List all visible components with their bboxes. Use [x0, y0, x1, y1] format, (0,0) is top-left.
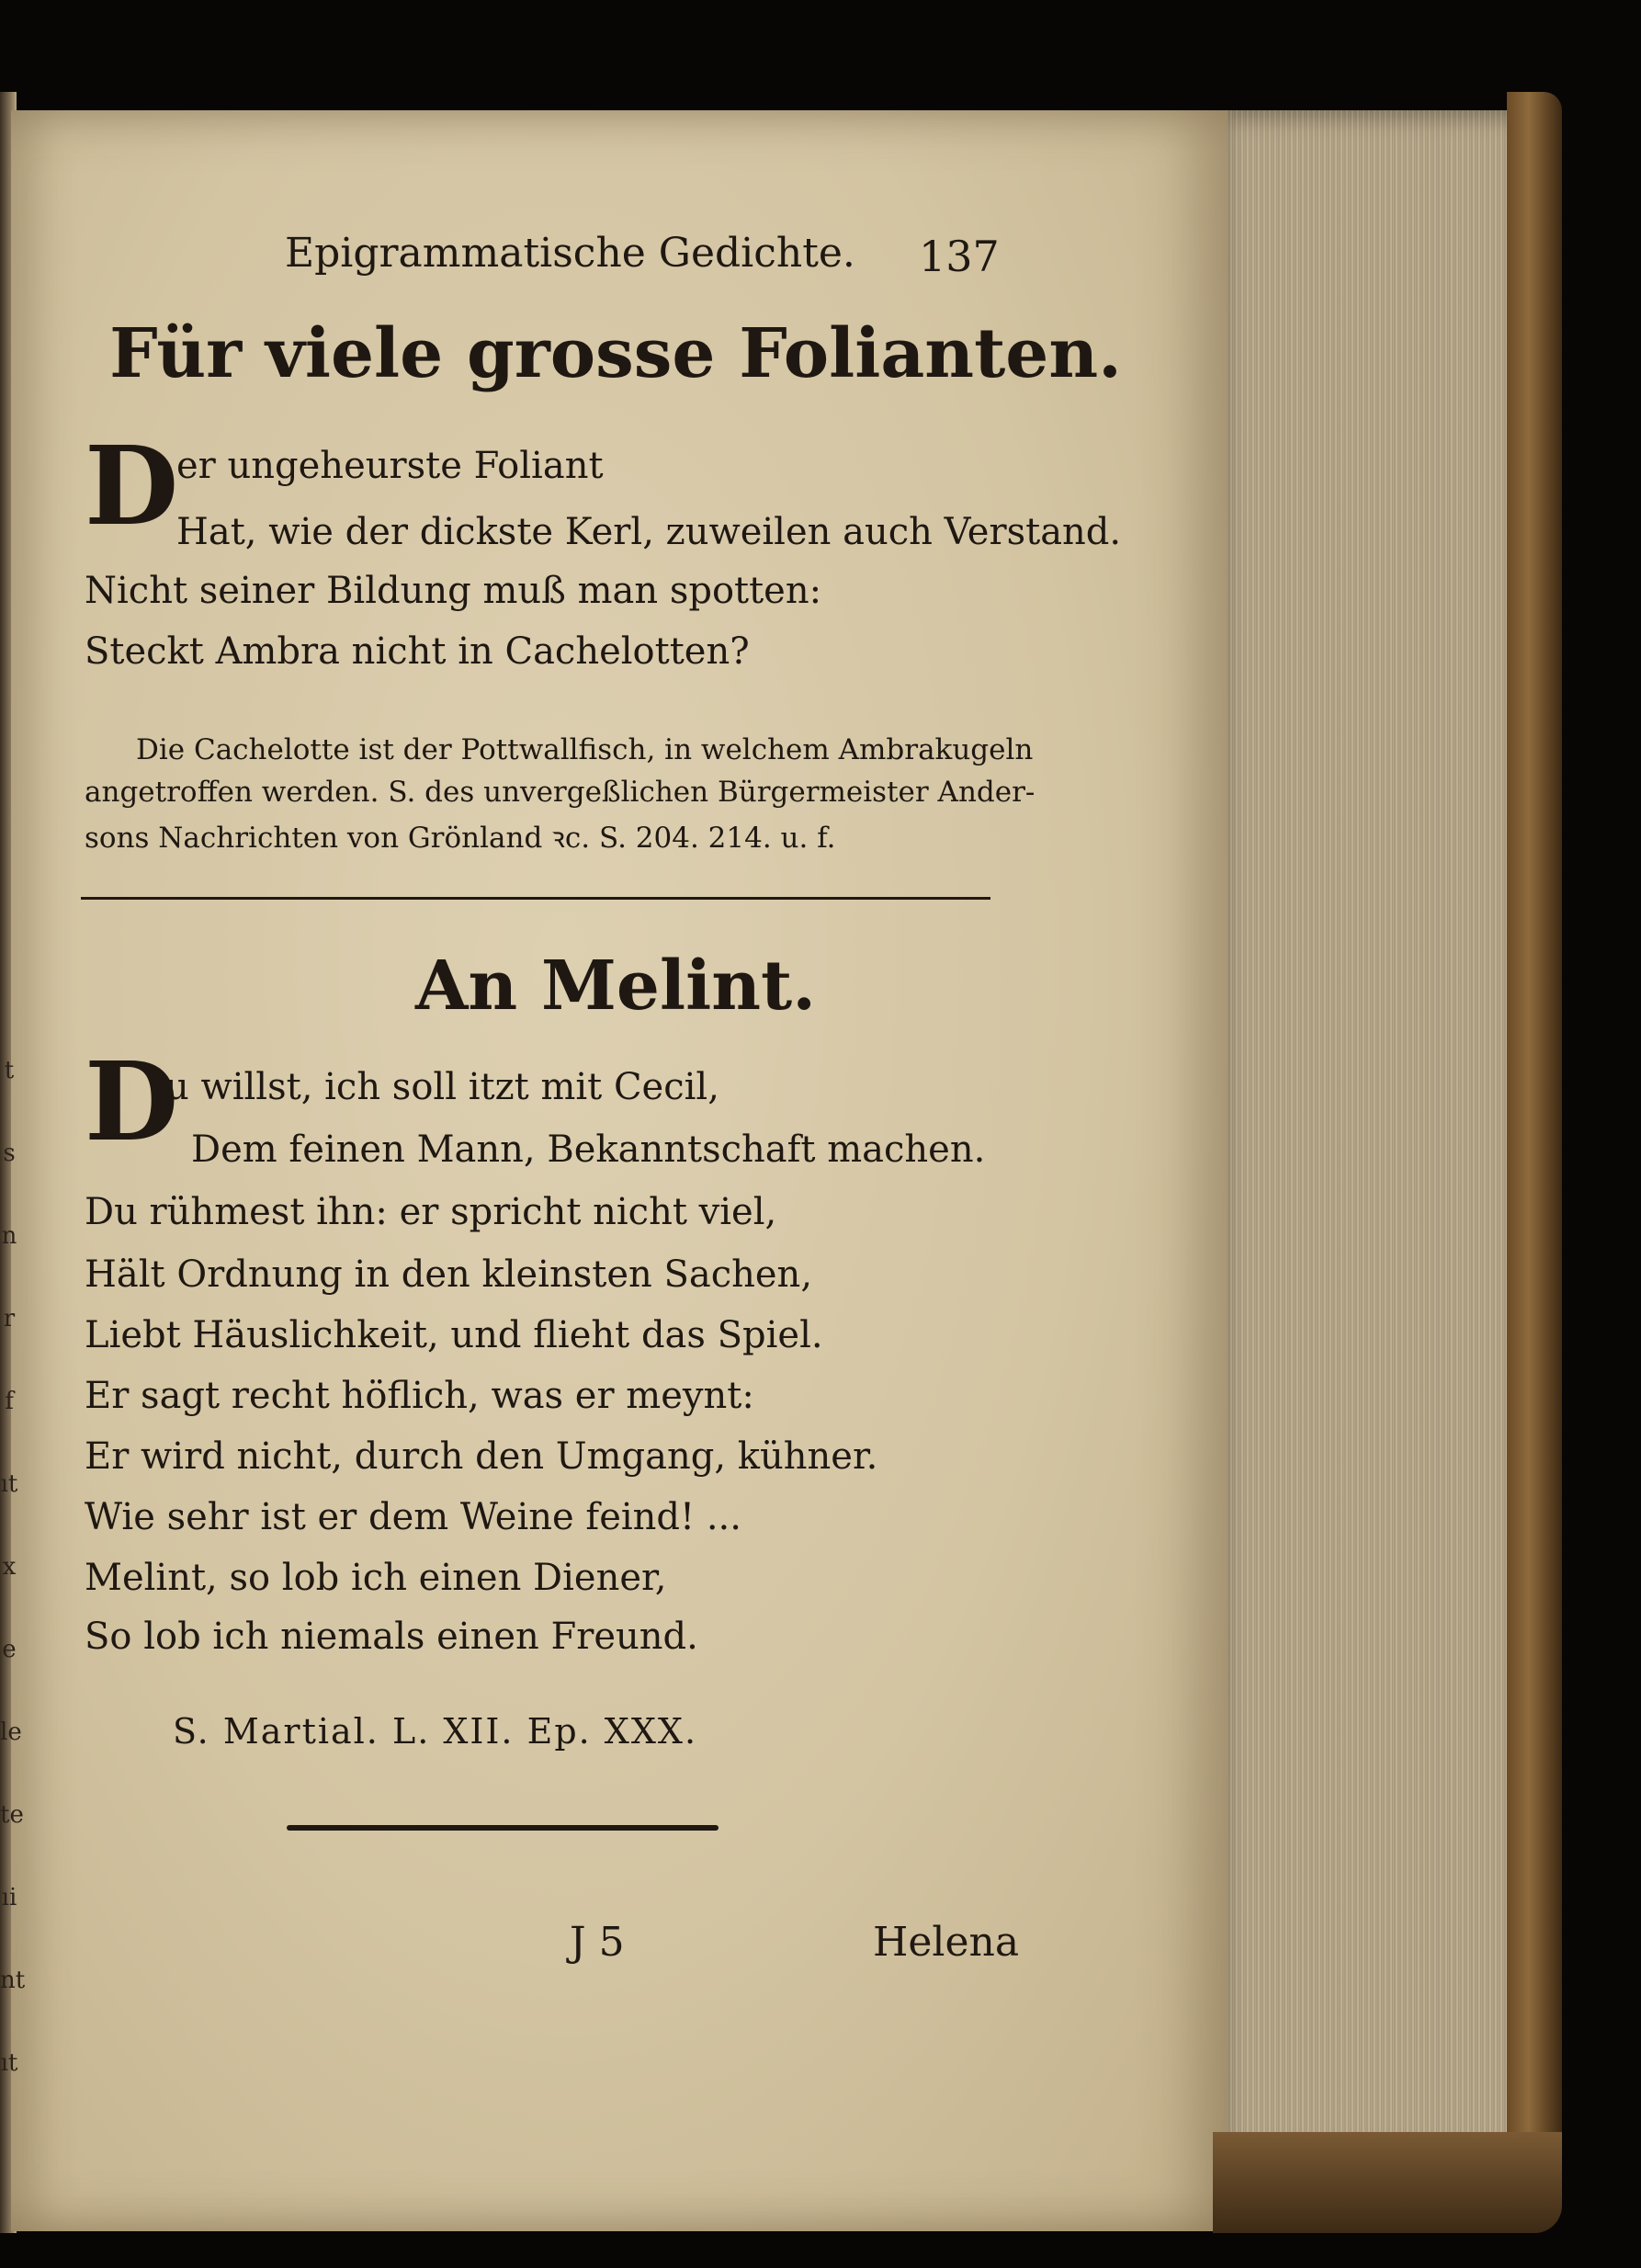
poem-line: Steckt Ambra nicht in Cachelotten?	[85, 630, 750, 673]
poem-line: So lob ich niemals einen Freund.	[85, 1616, 698, 1658]
source-reference: S. Martial. L. XII. Ep. XXX.	[173, 1711, 698, 1752]
poem-line: Nicht seiner Bildung muß man spotten:	[85, 570, 822, 612]
gutter-fragments: t s n r f ıt x e le te ıi nt ıt	[0, 1057, 26, 2077]
footnote-line: angetroffen werden. S. des unvergeßlichen Bürgermeister Ander-	[85, 776, 1036, 809]
poem-line: Er sagt recht höflich, was er meynt:	[85, 1375, 754, 1417]
poem-line: er ungeheurste Foliant	[176, 445, 604, 487]
poem-line: Hält Ordnung in den kleinsten Sachen,	[85, 1253, 813, 1296]
book-cover-edge	[1507, 92, 1562, 2206]
running-title: Epigrammatische Gedichte.	[285, 230, 855, 277]
page-fore-edge	[1228, 110, 1522, 2169]
drop-cap: D	[85, 1038, 179, 1165]
poem-line: Liebt Häuslichkeit, und flieht das Spiel.	[85, 1314, 823, 1356]
poem-line: Dem feinen Mann, Bekanntschaft machen.	[191, 1128, 986, 1171]
poem-line: Hat, wie der dickste Kerl, zuweilen auch Verstand.	[176, 511, 1122, 553]
poem-line: Melint, so lob ich einen Diener,	[85, 1557, 667, 1599]
section-divider	[81, 897, 990, 900]
book-binding-corner	[1213, 2132, 1562, 2233]
footnote-line: Die Cachelotte ist der Pottwallfisch, in welchem Ambrakugeln	[136, 733, 1034, 766]
poem-line: Wie sehr ist er dem Weine feind! ...	[85, 1496, 741, 1538]
poem-line: Du rühmest ihn: er spricht nicht viel,	[85, 1191, 777, 1233]
poem-line: u willst, ich soll itzt mit Cecil,	[165, 1066, 719, 1108]
catchword: Helena	[873, 1919, 1020, 1966]
footnote-line: sons Nachrichten von Grönland ꝛc. S. 204. 214. u. f.	[85, 822, 836, 855]
page-number: 137	[919, 232, 1000, 281]
poem-line: Er wird nicht, durch den Umgang, kühner.	[85, 1435, 878, 1478]
end-ornament-rule	[287, 1825, 719, 1831]
poem-title: An Melint.	[415, 947, 816, 1026]
poem-title: Für viele grosse Folianten.	[109, 314, 1122, 393]
drop-cap: D	[85, 422, 179, 550]
signature-mark: J 5	[570, 1919, 625, 1966]
page	[11, 110, 1233, 2231]
